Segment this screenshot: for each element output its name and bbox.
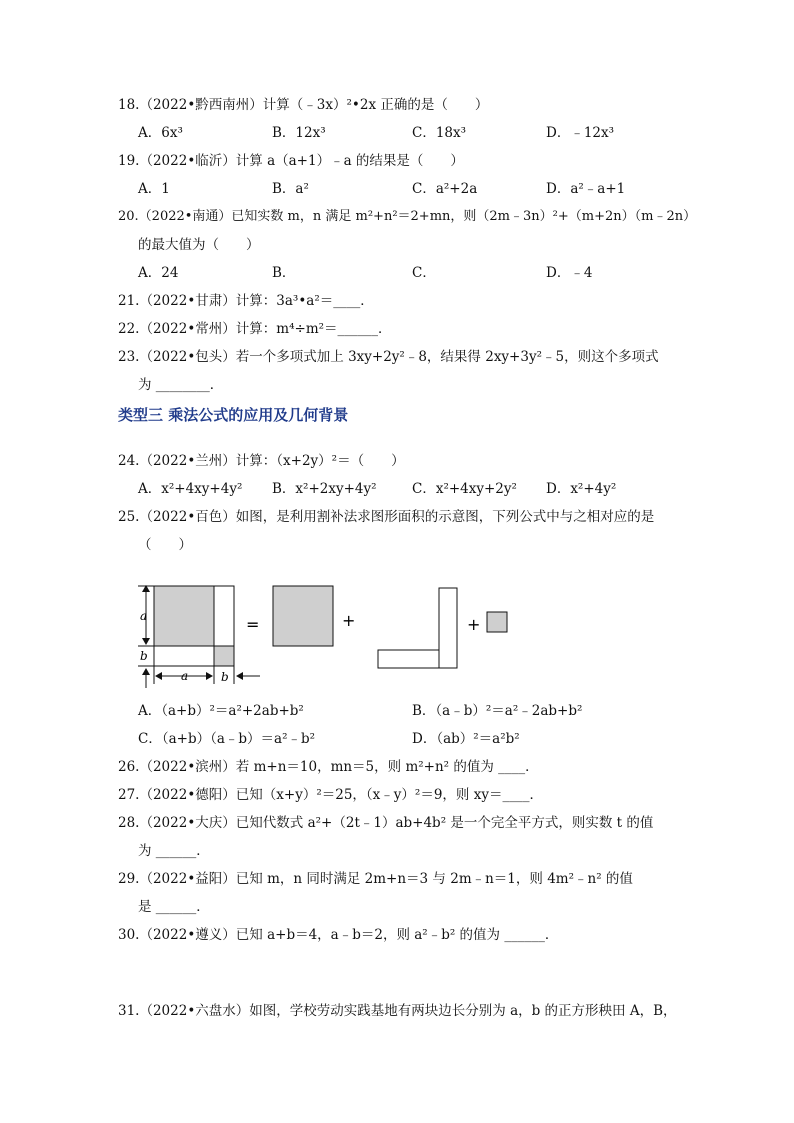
- q25-figure: [130, 578, 590, 690]
- q24-option-a[interactable]: A．x²+4xy+4y²: [138, 481, 243, 497]
- label-a-horizontal: a: [181, 669, 189, 683]
- q23-stem-line2: 为 ________．: [138, 377, 224, 393]
- q20-option-d[interactable]: D．﹣4: [546, 265, 593, 281]
- q19-option-b[interactable]: B．a²: [272, 181, 309, 197]
- square-b-shaded: [214, 646, 234, 666]
- plus-sign-2: +: [467, 615, 481, 634]
- q26-stem: 26.（2022•滨州）若 m+n＝10，mn＝5，则 m²+n² 的值为 ____．: [118, 759, 539, 775]
- q24-option-c[interactable]: C．x²+4xy+2y²: [412, 481, 517, 497]
- label-b-horizontal: b: [221, 670, 229, 684]
- q19-option-d[interactable]: D．a²﹣a+1: [546, 181, 626, 197]
- q19-option-a[interactable]: A．1: [138, 181, 170, 197]
- square-a-shaded: [154, 586, 214, 646]
- label-b-vertical: b: [140, 649, 148, 663]
- q19-option-c[interactable]: C．a²+2a: [412, 181, 478, 197]
- q29-stem-line1: 29.（2022•益阳）已知 m，n 同时满足 2m+n＝3 与 2m﹣n＝1，则 4m²﹣n² 的值: [118, 871, 633, 887]
- q29-stem-line2: 是 ______．: [138, 899, 210, 915]
- q20-stem-line2: 的最大值为（ ）: [138, 237, 260, 253]
- q25-stem-line1: 25.（2022•百色）如图，是利用割补法求图形面积的示意图，下列公式中与之相对应的是: [118, 509, 655, 525]
- q19-stem: 19.（2022•临沂）计算 a（a+1）﹣a 的结果是（ ）: [118, 153, 464, 169]
- q25-option-c[interactable]: C．（a+b）（a﹣b）＝a²﹣b²: [138, 731, 316, 747]
- q25-option-a[interactable]: A．（a+b）²＝a²+2ab+b²: [138, 703, 304, 719]
- q24-option-b[interactable]: B．x²+2xy+4y²: [272, 481, 377, 497]
- q24-option-d[interactable]: D．x²+4y²: [546, 481, 617, 497]
- q22-stem: 22.（2022•常州）计算：m⁴÷m²＝______．: [118, 321, 392, 337]
- q20-option-a[interactable]: A．24: [138, 265, 179, 281]
- q18-option-c[interactable]: C．18x³: [412, 125, 467, 141]
- equals-sign: =: [246, 615, 260, 634]
- q28-stem-line2: 为 ______．: [138, 843, 210, 859]
- q21-stem: 21.（2022•甘肃）计算：3a³•a²＝____．: [118, 293, 374, 309]
- q31-stem: 31.（2022•六盘水）如图，学校劳动实践基地有两块边长分别为 a，b 的正方形秧田 A，B，: [118, 1003, 677, 1019]
- q25-option-b[interactable]: B．（a﹣b）²＝a²﹣2ab+b²: [412, 703, 583, 719]
- q27-stem: 27.（2022•德阳）已知（x+y）²＝25，（x﹣y）²＝9，则 xy＝____．: [118, 787, 543, 803]
- plus-sign-1: +: [342, 611, 356, 630]
- q28-stem-line1: 28.（2022•大庆）已知代数式 a²+（2t﹣1）ab+4b² 是一个完全平方式，则实数 t 的值: [118, 815, 654, 831]
- q20-option-c[interactable]: C．: [412, 265, 436, 281]
- q30-stem: 30.（2022•遵义）已知 a+b＝4，a﹣b＝2，则 a²﹣b² 的值为 ______．: [118, 927, 559, 943]
- q20-stem-line1: 20.（2022•南通）已知实数 m，n 满足 m²+n²＝2+mn，则（2m﹣3n）²+（m+2n）（m﹣2n）: [118, 209, 697, 224]
- q18-option-b[interactable]: B．12x³: [272, 125, 326, 141]
- q23-stem-line1: 23.（2022•包头）若一个多项式加上 3xy+2y²﹣8，结果得 2xy+3y²﹣5，则这个多项式: [118, 349, 659, 365]
- q25-stem-line2: （ ）: [138, 537, 192, 553]
- q25-option-d[interactable]: D．（ab）²＝a²b²: [412, 731, 520, 747]
- q18-stem: 18.（2022•黔西南州）计算（﹣3x）²•2x 正确的是（ ）: [118, 97, 489, 113]
- q24-stem: 24.（2022•兰州）计算：（x+2y）²＝（ ）: [118, 453, 405, 469]
- square-a: [273, 586, 333, 646]
- q18-option-d[interactable]: D．﹣12x³: [546, 125, 615, 141]
- square-b: [487, 612, 507, 632]
- q20-option-b[interactable]: B．: [272, 265, 296, 281]
- q18-option-a[interactable]: A．6x³: [138, 125, 183, 141]
- section-title: 类型三 乘法公式的应用及几何背景: [118, 406, 349, 424]
- l-shaped-strip: [378, 588, 457, 668]
- label-a-vertical: a: [140, 609, 148, 623]
